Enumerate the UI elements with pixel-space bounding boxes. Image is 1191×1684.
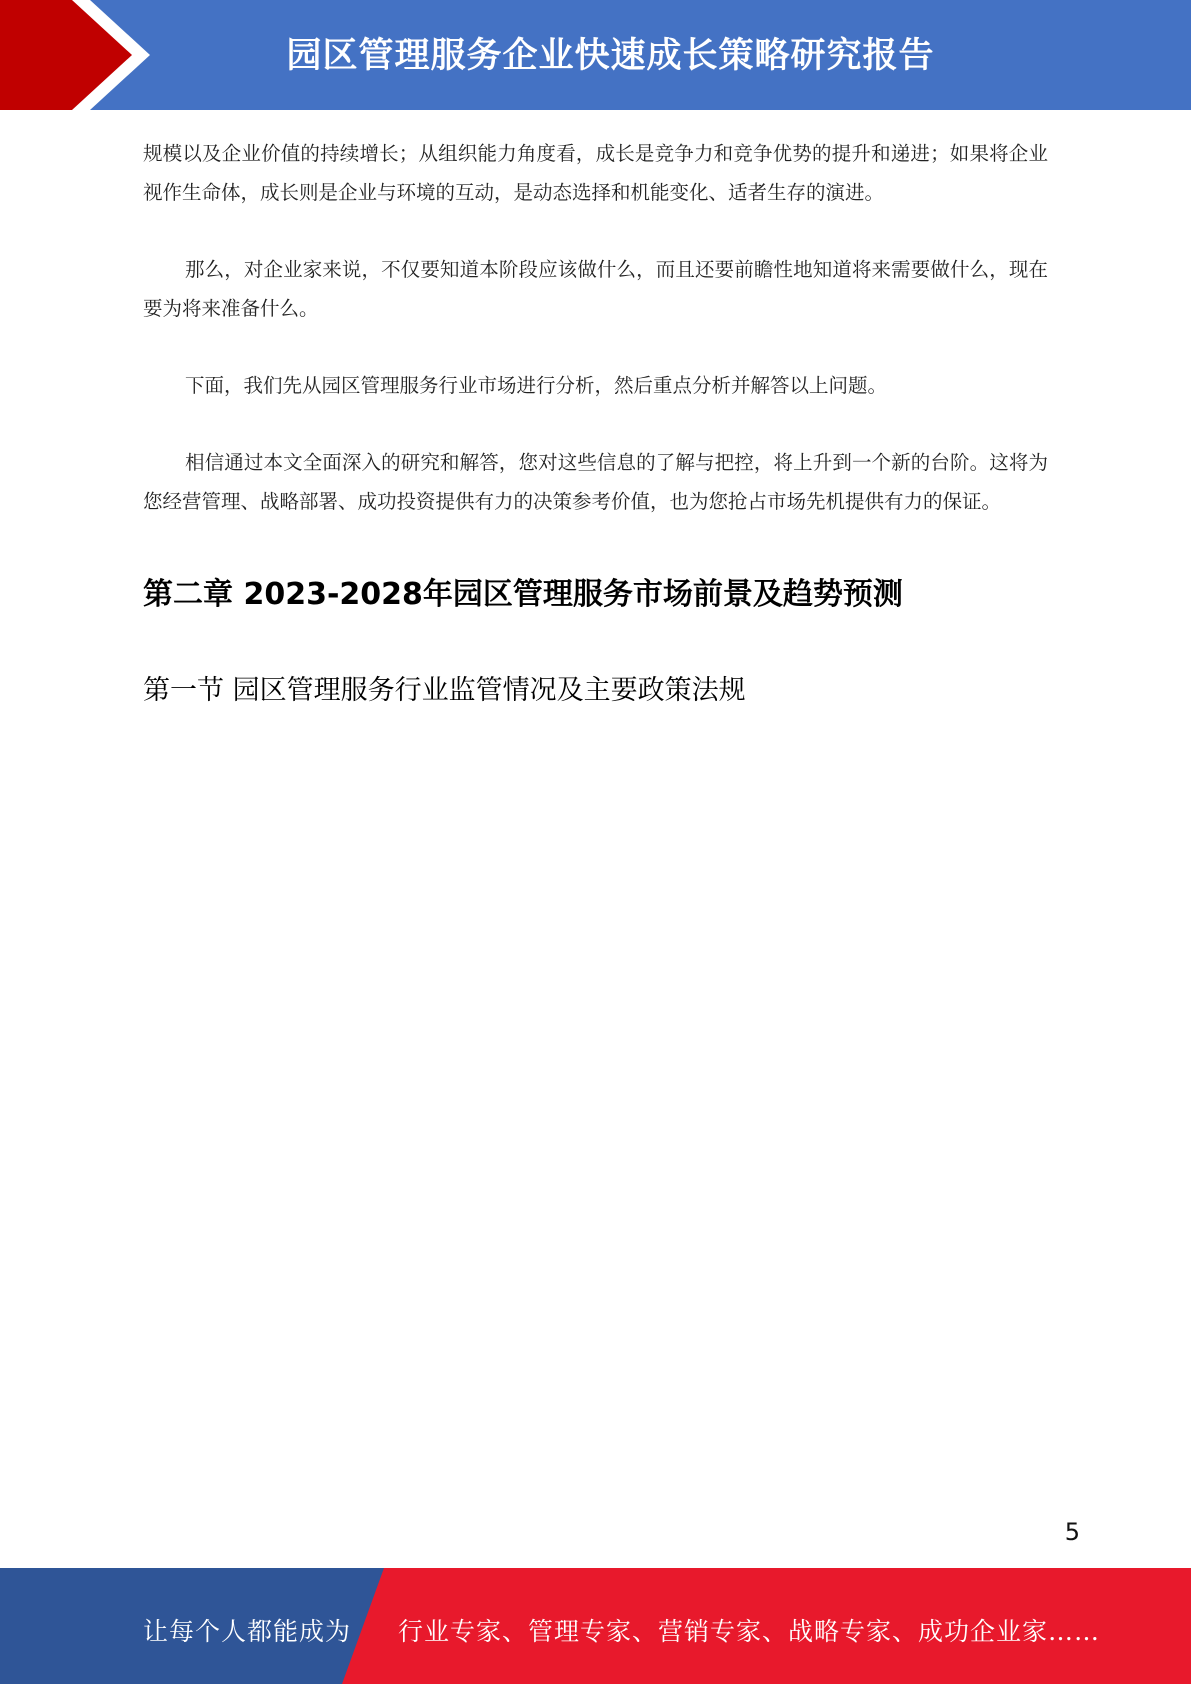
page-number: 5 [1064, 1518, 1080, 1546]
chapter-heading: 第二章 2023-2028年园区管理服务市场前景及趋势预测 [143, 577, 903, 612]
page-header [0, 0, 1191, 110]
body-paragraph: 相信通过本文全面深入的研究和解答，您对这些信息的了解与把控，将上升到一个新的台阶。这将为您经营管理、战略部署、成功投资提供有力的决策参考价值，也为您抢占市场先机提供有力的保证。 [143, 451, 1048, 513]
body-paragraph: 那么，对企业家来说，不仅要知道本阶段应该做什么，而且还要前瞻性地知道将来需要做什么，现在要为将来准备什么。 [143, 258, 1048, 320]
page-footer [0, 1568, 1191, 1684]
body-paragraph: 规模以及企业价值的持续增长；从组织能力角度看，成长是竞争力和竞争优势的提升和递进；如果将企业视作生命体，成长则是企业与环境的互动，是动态选择和机能变化、适者生存的演进。 [143, 142, 1048, 204]
body-paragraph: 下面，我们先从园区管理服务行业市场进行分析，然后重点分析并解答以上问题。 [185, 374, 888, 397]
page-content [143, 134, 1048, 711]
footer-slogan-right: 行业专家、管理专家、营销专家、战略专家、成功企业家…… [398, 1617, 1101, 1646]
section-heading: 第一节 园区管理服务行业监管情况及主要政策法规 [143, 675, 746, 706]
footer-slogan-left: 让每个人都能成为 [143, 1617, 352, 1646]
document-title: 园区管理服务企业快速成长策略研究报告 [286, 36, 935, 76]
